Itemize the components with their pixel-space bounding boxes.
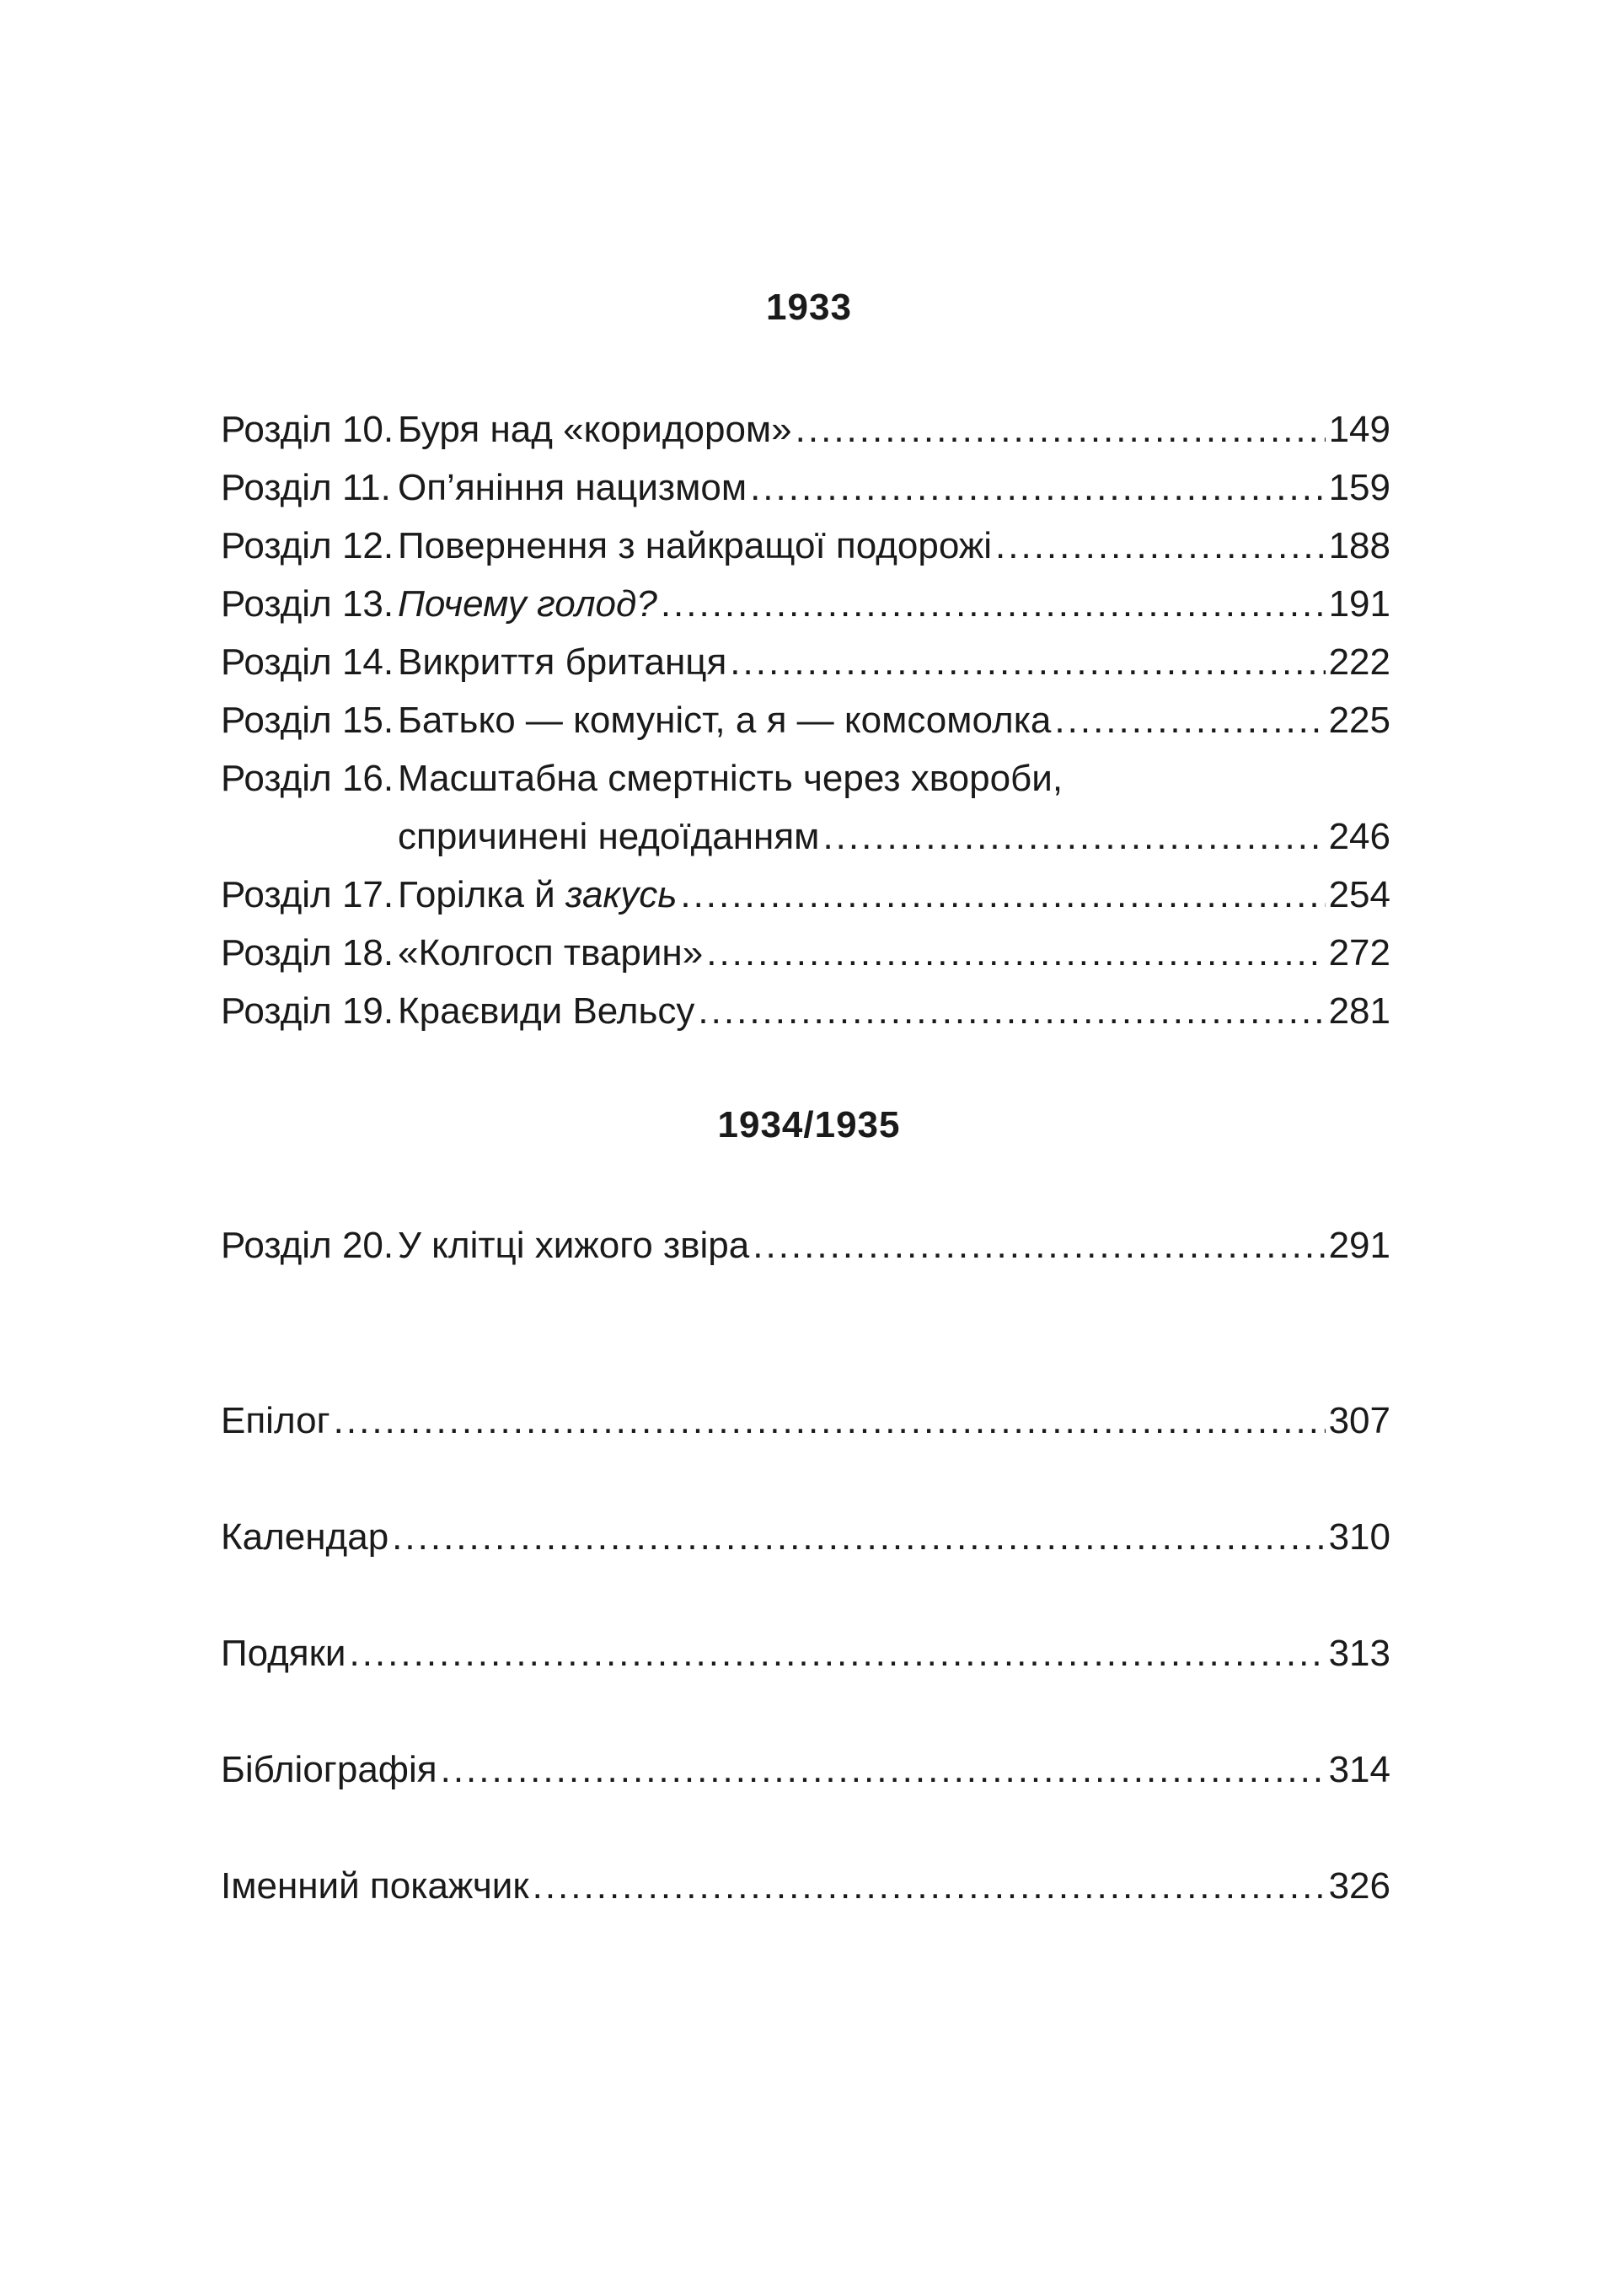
dot-leader: [1054, 694, 1325, 748]
chapter-title: Краєвиди Вельсу: [398, 990, 695, 1032]
chapter-number: Розділ 14.: [221, 641, 394, 683]
toc-entry-chapter-16-line1[interactable]: [221, 752, 1390, 806]
dot-leader: [349, 1627, 1325, 1681]
chapter-title: Батько — комуніст, а я — комсомолка: [398, 700, 1052, 741]
page-number: 222: [1328, 641, 1390, 683]
dot-leader: [698, 984, 1325, 1038]
chapter-number: Розділ 18.: [221, 932, 394, 974]
page-number: 326: [1328, 1865, 1390, 1907]
chapter-title: Оп’яніння нацизмом: [398, 467, 747, 508]
dot-leader: [441, 1743, 1326, 1797]
entry-label: [221, 577, 657, 631]
chapter-number: Розділ 17.: [221, 874, 394, 915]
dot-leader: [533, 1859, 1326, 1913]
toc-entry-chapter-15[interactable]: [221, 694, 1390, 748]
dot-leader: [750, 461, 1326, 515]
toc-entry-chapter-19[interactable]: [221, 984, 1390, 1038]
entry-label: [221, 1219, 749, 1273]
page-number: 225: [1328, 700, 1390, 741]
toc-entry-chapter-13[interactable]: [221, 577, 1390, 631]
page-number: 307: [1328, 1400, 1390, 1441]
chapter-title-part1: Горілка й: [398, 874, 565, 915]
page-number: 149: [1328, 409, 1390, 450]
page-number: 188: [1328, 525, 1390, 566]
entry-label: [221, 461, 747, 515]
dot-leader: [796, 403, 1326, 457]
entry-title: Календар: [221, 1516, 389, 1558]
page-number: 159: [1328, 467, 1390, 508]
toc-entry-epilogue[interactable]: [221, 1394, 1390, 1448]
entry-label: [221, 984, 694, 1038]
entry-label: [221, 926, 703, 980]
chapter-title-line1: Масштабна смертність через хвороби,: [398, 758, 1063, 799]
dot-leader: [822, 810, 1325, 864]
dot-leader: [730, 636, 1325, 689]
dot-leader: [334, 1394, 1326, 1448]
page-number: 254: [1328, 874, 1390, 915]
entry-label: [221, 519, 992, 573]
chapter-title: Повернення з найкращої подорожі: [398, 525, 993, 566]
chapter-title: «Колгосп тварин»: [398, 932, 704, 974]
entry-label: [221, 403, 792, 457]
toc-entry-chapter-12[interactable]: [221, 519, 1390, 573]
page-number: 191: [1328, 583, 1390, 625]
chapter-title: Викриття британця: [398, 641, 727, 683]
section-heading-1934-1935: 1934/1935: [717, 1104, 901, 1145]
toc-entry-chapter-10[interactable]: [221, 403, 1390, 457]
page-number: 291: [1328, 1225, 1390, 1266]
entry-title: Епілог: [221, 1400, 330, 1441]
chapter-title: Буря над «коридором»: [398, 409, 792, 450]
dot-leader: [680, 868, 1325, 922]
page-number: 310: [1328, 1516, 1390, 1558]
dot-leader: [753, 1219, 1325, 1273]
toc-entry-chapter-14[interactable]: [221, 636, 1390, 689]
chapter-number: Розділ 20.: [221, 1225, 394, 1266]
entry-title: Подяки: [221, 1633, 346, 1674]
entry-label: [221, 868, 677, 922]
toc-entry-name-index[interactable]: [221, 1859, 1390, 1913]
chapter-number: Розділ 12.: [221, 525, 394, 566]
toc-entry-chapter-11[interactable]: [221, 461, 1390, 515]
entry-label: [398, 810, 819, 864]
chapter-number: Розділ 19.: [221, 990, 394, 1032]
chapter-number: Розділ 11.: [221, 467, 391, 508]
page-number: 313: [1328, 1633, 1390, 1674]
chapter-number: Розділ 16.: [221, 758, 394, 799]
entry-label: [221, 636, 726, 689]
page-number: 246: [1328, 816, 1390, 857]
entry-title: Іменний покажчик: [221, 1865, 529, 1907]
toc-entry-chapter-16-line2[interactable]: [221, 810, 1390, 864]
section-heading-1933: 1933: [766, 287, 852, 328]
page-number: 272: [1328, 932, 1390, 974]
page-number: 281: [1328, 990, 1390, 1032]
chapter-number: Розділ 10.: [221, 409, 394, 450]
chapter-title: Почему голод?: [398, 583, 657, 625]
dot-leader: [661, 577, 1326, 631]
toc-entry-chapter-18[interactable]: [221, 926, 1390, 980]
chapter-number: Розділ 15.: [221, 700, 394, 741]
entry-title: Бібліографія: [221, 1749, 437, 1790]
chapter-title: У клітці хижого звіра: [398, 1225, 750, 1266]
chapter-title-line2: спричинені недоїданням: [398, 816, 820, 857]
toc-entry-chapter-17[interactable]: [221, 868, 1390, 922]
entry-label: [221, 694, 1051, 748]
dot-leader: [706, 926, 1325, 980]
toc-entry-acknowledgements[interactable]: [221, 1627, 1390, 1681]
dot-leader: [995, 519, 1326, 573]
page-number: 314: [1328, 1749, 1390, 1790]
chapter-number: Розділ 13.: [221, 583, 394, 625]
chapter-title-part2: закусь: [565, 874, 678, 915]
toc-entry-chapter-20[interactable]: [221, 1219, 1390, 1273]
toc-entry-calendar[interactable]: [221, 1510, 1390, 1564]
toc-entry-bibliography[interactable]: [221, 1743, 1390, 1797]
dot-leader: [392, 1510, 1325, 1564]
